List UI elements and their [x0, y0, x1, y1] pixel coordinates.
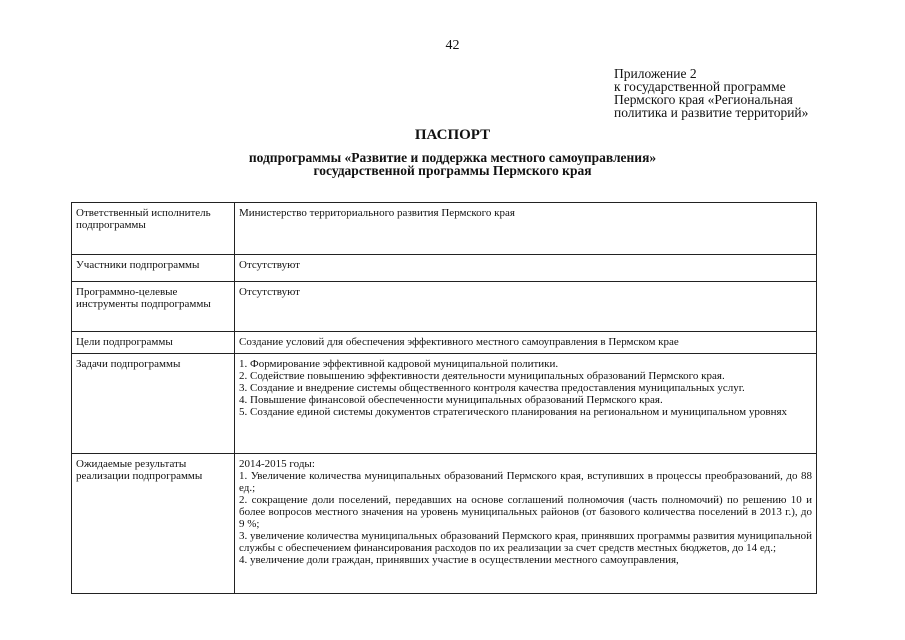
table-row: [72, 203, 817, 255]
page-number: 42: [445, 38, 460, 53]
appendix-line: Пермского края «Региональная: [614, 92, 793, 107]
table-row: [72, 282, 817, 332]
row-label: Задачи подпрограммы: [72, 354, 235, 454]
table-row: [72, 255, 817, 282]
passport-table: [71, 202, 817, 594]
table-row: [72, 454, 817, 594]
result-item: 3. увеличение количества муниципальных образований Пермского края, принявших программы развития муниципальной службы с обеспечением финансирования расходов по их реализации за счет средств местных бюджетов, до 14 ед.;: [239, 530, 812, 554]
document-title: ПАСПОРТ: [414, 127, 491, 143]
row-label: Программно-целевые инструменты подпрограммы: [72, 282, 235, 332]
task-item: 4. Повышение финансовой обеспеченности муниципальных образований Пермского края.: [239, 394, 663, 406]
appendix-line: к государственной программе: [614, 79, 786, 94]
task-item: 2. Содействие повышению эффективности деятельности муниципальных образований Пермского края.: [239, 370, 725, 382]
row-label: Ожидаемые результаты реализации подпрограммы: [72, 454, 235, 594]
row-value: Создание условий для обеспечения эффективного местного самоуправления в Пермском крае: [235, 332, 817, 354]
row-value: Министерство территориального развития Пермского края: [235, 203, 817, 255]
row-value: Отсутствуют: [235, 255, 817, 282]
row-label: Участники подпрограммы: [72, 255, 235, 282]
subtitle-line: государственной программы Пермского края: [313, 163, 592, 178]
result-item: 2. сокращение доли поселений, передавших на основе соглашений полномочия (часть полномочий) по решению 10 и более вопросов местного значения на уровень муниципальных районов (от базового количества поселений в 2013 г.), до 9 %;: [239, 494, 812, 530]
results-heading: 2014-2015 годы:: [239, 458, 315, 470]
row-value: Отсутствуют: [235, 282, 817, 332]
appendix-note: [614, 67, 808, 119]
task-item: 3. Создание и внедрение системы общественного контроля качества предоставления муниципальных услуг.: [239, 382, 745, 394]
task-item: 1. Формирование эффективной кадровой муниципальной политики.: [239, 358, 559, 370]
table-row: [72, 354, 817, 454]
result-item: 4. увеличение доли граждан, принявших участие в осуществлении местного самоуправления,: [239, 554, 679, 566]
result-item: 1. Увеличение количества муниципальных образований Пермского края, вступивших в процессы преобразований, до 88 ед.;: [239, 470, 812, 494]
document-subtitle: [0, 151, 905, 177]
table-row: [72, 332, 817, 354]
row-value: [235, 354, 817, 454]
row-value: [235, 454, 817, 594]
subtitle-line: подпрограммы «Развитие и поддержка местного самоуправления»: [248, 150, 657, 165]
appendix-line: политика и развитие территорий»: [614, 105, 809, 120]
task-item: 5. Создание единой системы документов стратегического планирования на региональном и муниципальном уровнях: [239, 406, 788, 418]
appendix-line: Приложение 2: [614, 66, 697, 81]
row-label: Ответственный исполнитель подпрограммы: [72, 203, 235, 255]
row-label: Цели подпрограммы: [72, 332, 235, 354]
